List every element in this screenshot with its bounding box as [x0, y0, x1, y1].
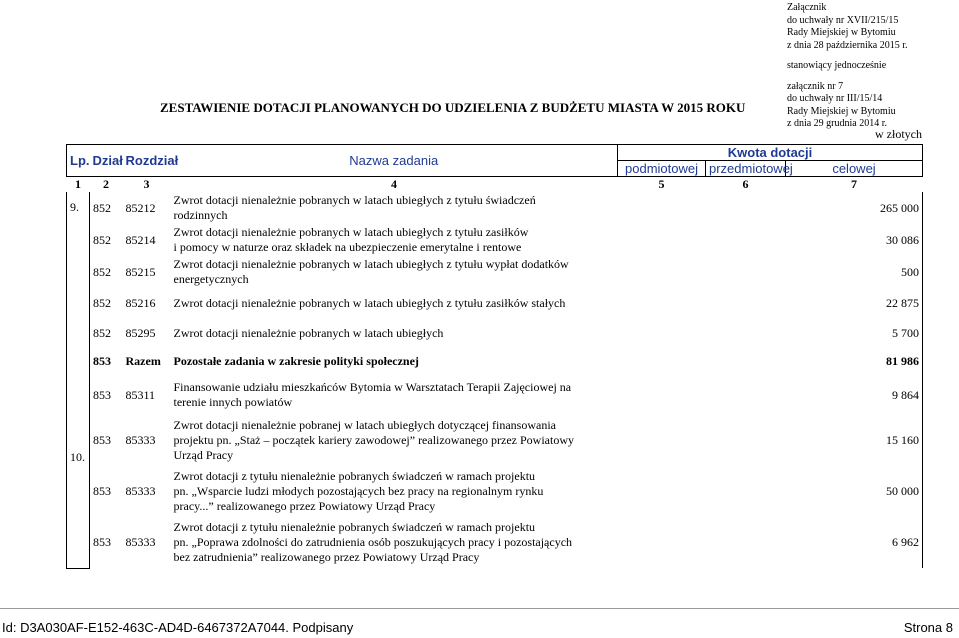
nazwa-line: projektu pn. „Staż – początek kariery zawodowej” realizowanego przez Powiatowy	[173, 433, 574, 447]
nazwa-line: i pomocy w naturze oraz składek na ubezpieczenie emerytalne i rentowe	[173, 240, 522, 254]
nazwa-line: Zwrot dotacji z tytułu nienależnie pobranych świadczeń w ramach projektu	[173, 469, 536, 483]
table-row	[67, 415, 923, 466]
page-title: ZESTAWIENIE DOTACJI PLANOWANYCH DO UDZIELENIA Z BUDŻETU MIASTA W 2015 ROKU	[160, 100, 746, 115]
nazwa-line: Finansowanie udziału mieszkańców Bytomia w Warsztatach Terapii Zajęciowej na	[173, 380, 572, 394]
nazwa-line: Zwrot dotacji nienależnie pobranych w latach ubiegłych z tytułu zasiłków	[173, 225, 529, 239]
nazwa-cell	[171, 415, 618, 466]
lp-cell: 9.	[67, 192, 90, 288]
footer-divider	[0, 608, 959, 609]
col-num: 4	[391, 177, 397, 191]
header-dzial: Dział	[90, 145, 123, 177]
rozdzial-cell: 85215	[125, 264, 156, 279]
dzial-cell: 852	[93, 232, 111, 247]
rozdzial-cell: 85212	[125, 200, 156, 215]
dzial-cell: 852	[93, 200, 111, 215]
rozdzial-cell: 85311	[125, 387, 156, 402]
celowej-cell: 500	[786, 256, 923, 288]
header-nazwa: Nazwa zadania	[171, 145, 618, 177]
lp-cell: 10.	[67, 348, 90, 568]
rozdzial-cell: 85333	[125, 484, 156, 498]
dzial-cell: 853	[93, 484, 111, 498]
table-row	[67, 318, 923, 348]
table-row	[67, 375, 923, 415]
nazwa-line: Zwrot dotacji nienależnie pobranych w latach ubiegłych z tytułu świadczeń	[173, 193, 536, 207]
rozdzial-cell: 85333	[125, 433, 156, 447]
nazwa-cell	[171, 466, 618, 517]
note-line: stanowiący jednocześnie	[787, 60, 887, 71]
column-number-row	[67, 177, 923, 193]
nazwa-line: bez zatrudnienia” realizowanego przez Powiatowy Urząd Pracy	[173, 550, 480, 564]
nazwa-line: energetycznych	[173, 272, 249, 286]
nazwa-cell: Zwrot dotacji nienależnie pobranych w latach ubiegłych z tytułu zasiłków stałych	[173, 295, 566, 310]
header-celowej: celowej	[786, 161, 923, 177]
dzial-cell: 852	[93, 295, 111, 310]
dzial-cell: 853	[93, 535, 111, 549]
col-num: 1	[75, 177, 81, 191]
note-line: do uchwały nr XVII/215/15	[787, 14, 899, 26]
attachment-note	[787, 2, 908, 131]
document-id: Id: D3A030AF-E152-463C-AD4D-6467372A7044. Podpisany	[2, 620, 354, 635]
col-num: 5	[658, 177, 665, 191]
table-row	[67, 192, 923, 224]
table-row	[67, 288, 923, 318]
rozdzial-cell: 85333	[125, 535, 156, 549]
header-row	[67, 145, 923, 161]
col-num: 6	[742, 177, 749, 191]
nazwa-cell	[171, 517, 618, 568]
dzial-cell: 853	[93, 433, 111, 447]
rozdzial-cell: Razem	[125, 354, 161, 368]
note-line: z dnia 28 października 2015 r.	[787, 39, 908, 51]
rozdzial-cell: 85216	[125, 295, 156, 310]
nazwa-cell	[171, 224, 618, 256]
header-kwota: Kwota dotacji	[618, 145, 923, 161]
note-line: załącznik nr 7	[787, 80, 844, 92]
col-num: 2	[103, 177, 109, 191]
celowej-cell: 6 962	[786, 517, 923, 568]
nazwa-line: Zwrot dotacji nienależnie pobranych w latach ubiegłych z tytułu wypłat dodatków	[173, 257, 569, 271]
nazwa-cell	[171, 192, 618, 224]
header-podmiotowej: podmiotowej	[618, 161, 706, 177]
dzial-cell: 853	[93, 354, 111, 368]
col-num: 7	[851, 177, 857, 191]
note-line: do uchwały nr III/15/14	[787, 93, 883, 104]
nazwa-cell: Zwrot dotacji nienależnie pobranych w latach ubiegłych	[173, 325, 444, 340]
celowej-cell: 22 875	[786, 288, 923, 318]
note-line: Rady Miejskiej w Bytomiu	[787, 27, 896, 38]
table-row	[67, 256, 923, 288]
celowej-cell: 265 000	[786, 192, 923, 224]
celowej-cell: 9 864	[786, 375, 923, 415]
table-row	[67, 466, 923, 517]
nazwa-cell	[171, 375, 618, 415]
rozdzial-cell: 85295	[125, 325, 156, 340]
rozdzial-cell: 85214	[125, 232, 156, 247]
header-rozdzial: Rozdział	[123, 145, 171, 177]
note-line: z dnia 29 grudnia 2014 r.	[787, 118, 887, 129]
dzial-cell: 852	[93, 325, 111, 340]
celowej-cell: 50 000	[786, 466, 923, 517]
nazwa-line: Zwrot dotacji nienależnie pobranej w latach ubiegłych dotyczącej finansowania	[173, 418, 557, 432]
header-przedmiotowej: przedmiotowej	[706, 161, 786, 177]
nazwa-line: pn. „Poprawa zdolności do zatrudnienia osób poszukujących pracy i pozostających	[173, 535, 573, 549]
table-row	[67, 517, 923, 568]
nazwa-line: Urząd Pracy	[173, 448, 234, 462]
page-number: Strona 8	[903, 620, 953, 635]
nazwa-line: Zwrot dotacji z tytułu nienależnie pobranych świadczeń w ramach projektu	[173, 520, 536, 534]
dzial-cell: 853	[93, 387, 111, 402]
table-row	[67, 224, 923, 256]
note-line: Załącznik	[787, 2, 827, 13]
celowej-cell: 81 986	[786, 348, 923, 375]
summary-row	[67, 348, 923, 375]
nazwa-cell	[171, 256, 618, 288]
note-line: Rady Miejskiej w Bytomiu	[787, 105, 896, 117]
unit-label: w złotych	[875, 127, 922, 141]
nazwa-cell: Pozostałe zadania w zakresie polityki społecznej	[173, 354, 419, 368]
col-num: 3	[143, 177, 150, 191]
nazwa-line: terenie innych powiatów	[173, 395, 293, 409]
celowej-cell: 15 160	[786, 415, 923, 466]
subsidy-table	[66, 144, 923, 569]
celowej-cell: 5 700	[786, 318, 923, 348]
nazwa-line: pracy...” realizowanego przez Powiatowy Urząd Pracy	[173, 499, 436, 513]
celowej-cell: 30 086	[786, 224, 923, 256]
nazwa-line: pn. „Wsparcie ludzi młodych pozostających bez pracy na regionalnym rynku	[173, 484, 544, 498]
dzial-cell: 852	[93, 264, 111, 279]
header-lp: Lp.	[67, 145, 90, 177]
nazwa-line: rodzinnych	[173, 208, 228, 222]
